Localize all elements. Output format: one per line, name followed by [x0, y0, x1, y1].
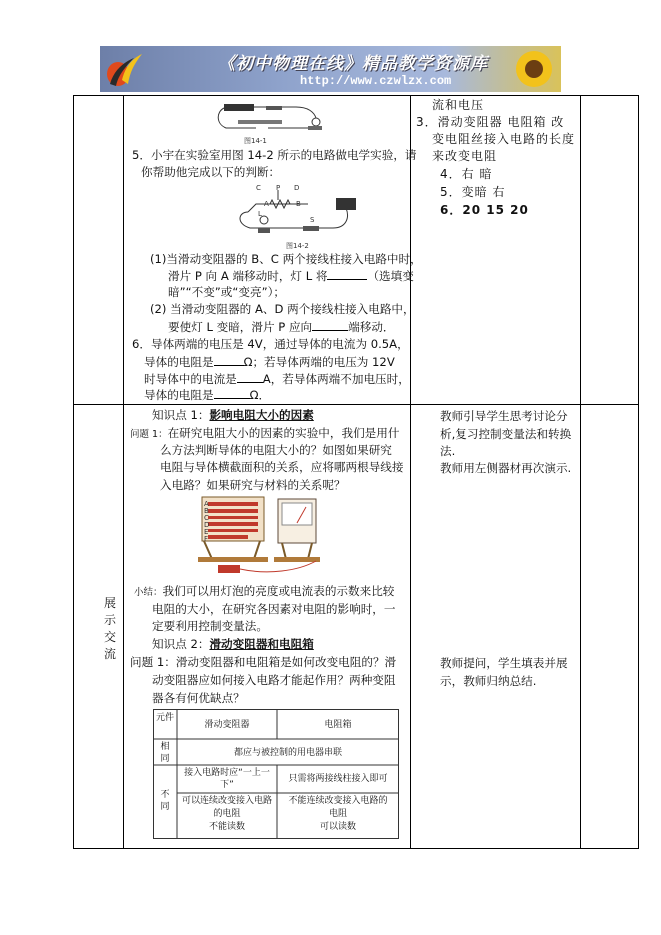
question-5-1-line-2b: （选填变 [367, 269, 414, 283]
answer-blank-5-2[interactable] [312, 318, 348, 331]
table-col-divider-3 [580, 95, 581, 849]
note-2-line-2: 示，教师归纳总结. [440, 674, 537, 688]
question-6-line-3a: 时导体中的电流是 [144, 372, 237, 386]
fig3-letter-e: E [204, 528, 209, 536]
comparison-table [153, 709, 399, 839]
problem-1-line-1 [130, 425, 399, 443]
question-5-1-line-2a: 滑片 P 向 A 端移动时，灯 L 将 [168, 269, 328, 283]
answer-top: 流和电压 [432, 98, 485, 112]
problem-1-line-3: 电阻与导体横截面积的关系，应将哪两根导线接 [160, 460, 404, 474]
problem-1-label: 问题 1： [130, 429, 168, 440]
note-2-line-1: 教师提问，学生填表并展 [440, 656, 568, 670]
answer-blank-6-1[interactable] [214, 353, 244, 366]
resistance-experiment-illustration [198, 495, 328, 575]
table-diff-box-2b: 电阻 [328, 809, 347, 819]
answer-5: 5．变暗 右 [440, 185, 506, 199]
table-diff-box-2a: 不能连续改变接入电路的 [288, 796, 388, 806]
table-header-component: 元件 [155, 713, 174, 723]
table-row-divider [73, 404, 639, 405]
question-5-line-2: 你帮助他完成以下的判断： [141, 165, 281, 179]
table-right-border [638, 95, 639, 849]
figure-caption-14-2: 图14-2 [286, 242, 309, 250]
table-header-resistance-box: 电阻箱 [324, 720, 352, 730]
question-6-line-4 [144, 386, 270, 404]
fig2-label-l: L [258, 210, 262, 218]
answer-4: 4．右 暗 [440, 167, 493, 181]
knowledge-point-2-heading [152, 636, 314, 653]
section-label: 展示交流 [103, 596, 116, 661]
fig2-label-c: C [256, 184, 261, 192]
question-6-line-2 [144, 353, 395, 371]
question-5-1-line-1: (1)当滑动变阻器的 B、C 两个接线柱接入电路中时， [150, 252, 422, 266]
answer-6: 6．20 15 20 [440, 203, 529, 217]
banner-title: 《初中物理在线》精品教学资源库 [218, 54, 488, 74]
summary-line-3: 定要利用控制变量法。 [152, 619, 268, 633]
table-diff-box-2c: 可以读数 [319, 822, 356, 832]
question-5-2-line-2a: 要使灯 L 变暗，滑片 P 应向 [168, 320, 313, 334]
sunflower-icon [513, 48, 555, 90]
question-6-line-2b: Ω；若导体两端的电压为 12V [243, 355, 395, 369]
question-5-line-1: 5．小宇在实验室用图 14-2 所示的电路做电学实验，请 [132, 148, 417, 162]
note-1-line-1: 教师引导学生思考讨论分 [440, 409, 568, 423]
summary-text-1: 我们可以用灯泡的亮度或电流表的示数来比较 [162, 584, 395, 598]
fig2-label-p: P [276, 184, 281, 192]
fig2-label-d: D [294, 184, 300, 192]
problem-2-line-3: 器各有何优缺点？ [152, 691, 245, 705]
banner-url[interactable]: http://www.czwlzx.com [300, 74, 452, 88]
answer-3-line-2: 变电阻丝接入电路的长度 [432, 132, 576, 146]
table-diff-rheostat-2b: 的电阻 [213, 809, 241, 819]
table-top-border [73, 95, 639, 96]
question-6-line-2a: 导体的电阻是 [144, 355, 214, 369]
knowledge-point-1-title: 影响电阻大小的因素 [209, 408, 314, 422]
answer-blank-6-3[interactable] [214, 386, 250, 399]
fig3-letter-d: D [204, 521, 210, 529]
table-diff-rheostat-2c: 不能读数 [208, 822, 245, 832]
fig3-letter-b: B [204, 507, 209, 515]
question-5-1-line-2 [168, 267, 414, 285]
table-row-same-label: 相同 [160, 742, 170, 764]
fig2-label-a: A [264, 200, 269, 208]
table-row-diff-label: 不同 [160, 790, 170, 812]
question-6-line-3b: A，若导体两端不加电压时， [262, 372, 410, 386]
problem-1-line-2: 么方法判断导体的电阻大小的？如图如果研究 [160, 443, 392, 457]
fig3-letter-f: F [204, 535, 209, 543]
question-5-1-line-3: 暗”“不变”或“变亮”）； [168, 285, 285, 299]
summary-line-1 [134, 583, 394, 601]
knowledge-point-2-prefix: 知识点 2： [152, 637, 210, 651]
question-5-2-line-2b: 端移动． [348, 320, 395, 334]
answer-3-line-1: 3．滑动变阻器 电阻箱 改 [416, 115, 565, 129]
knowledge-point-1-prefix: 知识点 1： [152, 408, 210, 422]
table-col-divider-2 [410, 95, 411, 849]
knowledge-point-1-heading [152, 407, 314, 424]
problem-2-line-2: 动变阻器应如何接入电路才能起作用？两种变阻 [152, 673, 396, 687]
question-5-2-line-1: (2) 当滑动变阻器的 A、D 两个接线柱接入电路中， [150, 302, 415, 316]
fig3-letter-a: A [204, 500, 209, 508]
table-diff-rheostat-1: 接入电路时应“一上一下” [184, 768, 270, 790]
table-col-divider-1 [123, 95, 124, 849]
fig2-label-s: S [310, 216, 315, 224]
circuit-figure-14-2 [228, 184, 368, 248]
question-5-2-line-2 [168, 318, 395, 336]
table-row-same-text: 都应与被控制的用电器串联 [233, 748, 342, 758]
question-6-line-4a: 导体的电阻是 [144, 388, 214, 402]
circuit-figure-14-1 [216, 96, 336, 141]
note-1-line-4: 教师用左侧器材再次演示. [440, 461, 572, 475]
fig3-letter-c: C [204, 514, 209, 522]
fig2-label-b: B [296, 200, 301, 208]
site-logo-icon [104, 50, 144, 88]
problem-2-line-1: 问题 1：滑动变阻器和电阻箱是如何改变电阻的？滑 [130, 655, 397, 669]
table-bottom-border [73, 848, 639, 849]
question-6-line-4b: Ω． [249, 388, 271, 402]
note-1-line-3: 法. [440, 444, 456, 458]
table-header-rheostat: 滑动变阻器 [204, 720, 250, 730]
table-diff-box-1: 只需将两接线柱接入即可 [288, 774, 388, 784]
table-left-border [73, 95, 74, 849]
answer-blank-5-1[interactable] [327, 267, 367, 280]
question-6-line-1: 6．导体两端的电压是 4V，通过导体的电流为 0.5A， [132, 337, 409, 351]
note-1-line-2: 析,复习控制变量法和转换 [440, 427, 572, 441]
problem-1-text-1: 在研究电阻大小的因素的实验中，我们是用什 [167, 426, 400, 440]
knowledge-point-2-title: 滑动变阻器和电阻箱 [209, 637, 314, 651]
figure-caption-14-1: 图14-1 [244, 137, 267, 145]
summary-label: 小结： [134, 587, 163, 598]
site-banner [100, 46, 561, 92]
answer-blank-6-2[interactable] [237, 370, 263, 383]
table-diff-rheostat-2a: 可以连续改变接入电路 [181, 796, 272, 806]
summary-line-2: 电阻的大小，在研究各因素对电阻的影响时，一 [152, 602, 396, 616]
answer-3-line-3: 来改变电阻 [432, 149, 498, 163]
problem-1-line-4: 入电路？如果研究与材料的关系呢？ [160, 478, 346, 492]
